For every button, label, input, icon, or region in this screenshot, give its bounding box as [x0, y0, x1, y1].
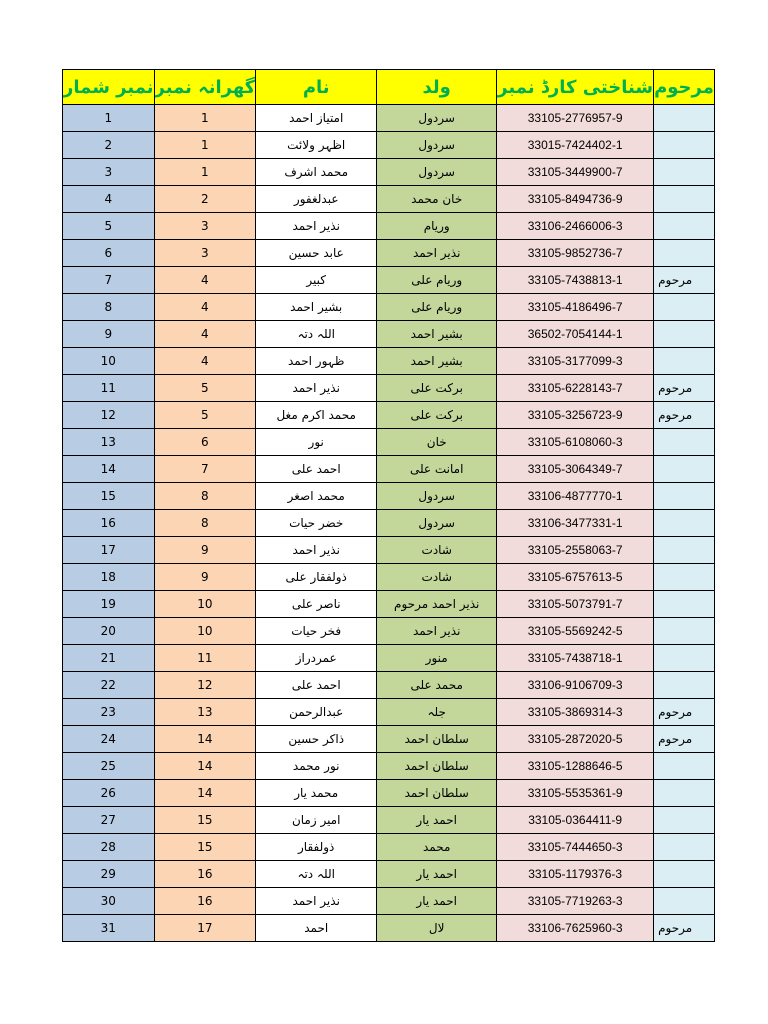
- serial-cell[interactable]: 6: [63, 240, 155, 267]
- table-row: [63, 105, 715, 132]
- family-number-cell[interactable]: 13: [154, 699, 256, 726]
- name-cell[interactable]: محمد اصغر: [256, 483, 377, 510]
- serial-cell[interactable]: 17: [63, 537, 155, 564]
- cnic-cell[interactable]: 33105-3256723-9: [497, 402, 654, 429]
- father-name-cell[interactable]: محمد: [377, 834, 497, 861]
- father-name-cell[interactable]: سلطان احمد: [377, 780, 497, 807]
- family-number-cell[interactable]: 12: [154, 672, 256, 699]
- father-name-cell[interactable]: وریام علی: [377, 267, 497, 294]
- serial-cell[interactable]: 9: [63, 321, 155, 348]
- serial-cell[interactable]: 20: [63, 618, 155, 645]
- deceased-cell[interactable]: [654, 672, 715, 699]
- name-cell[interactable]: محمد اشرف: [256, 159, 377, 186]
- deceased-cell[interactable]: [654, 510, 715, 537]
- serial-cell[interactable]: 2: [63, 132, 155, 159]
- table-row: [63, 888, 715, 915]
- cnic-cell[interactable]: 33105-5535361-9: [497, 780, 654, 807]
- table-row: [63, 186, 715, 213]
- deceased-cell[interactable]: [654, 105, 715, 132]
- father-name-cell[interactable]: برکت علی: [377, 375, 497, 402]
- father-name-cell[interactable]: نذیر احمد مرحوم: [377, 591, 497, 618]
- cnic-cell[interactable]: 33105-0364411-9: [497, 807, 654, 834]
- name-cell[interactable]: عابد حسین: [256, 240, 377, 267]
- header-cnic[interactable]: شناختی کارڈ نمبر: [497, 70, 654, 105]
- deceased-cell[interactable]: [654, 591, 715, 618]
- family-number-cell[interactable]: 8: [154, 483, 256, 510]
- father-name-cell[interactable]: خان محمد: [377, 186, 497, 213]
- name-cell[interactable]: احمد علی: [256, 672, 377, 699]
- table-row: [63, 564, 715, 591]
- name-cell[interactable]: نور: [256, 429, 377, 456]
- table-row: [63, 456, 715, 483]
- family-number-cell[interactable]: 1: [154, 159, 256, 186]
- table-row: [63, 510, 715, 537]
- name-cell[interactable]: خضر حیات: [256, 510, 377, 537]
- cnic-cell[interactable]: 33105-1288646-5: [497, 753, 654, 780]
- name-cell[interactable]: امتیاز احمد: [256, 105, 377, 132]
- cnic-cell[interactable]: 33105-3869314-3: [497, 699, 654, 726]
- serial-cell[interactable]: 24: [63, 726, 155, 753]
- family-number-cell[interactable]: 7: [154, 456, 256, 483]
- table-body: [63, 105, 715, 942]
- cnic-cell[interactable]: 33015-7424402-1: [497, 132, 654, 159]
- serial-cell[interactable]: 23: [63, 699, 155, 726]
- family-number-cell[interactable]: 9: [154, 537, 256, 564]
- deceased-cell[interactable]: [654, 618, 715, 645]
- name-cell[interactable]: کبیر: [256, 267, 377, 294]
- header-deceased[interactable]: مرحوم: [654, 70, 715, 105]
- family-number-cell[interactable]: 6: [154, 429, 256, 456]
- cnic-cell[interactable]: 33105-5073791-7: [497, 591, 654, 618]
- deceased-cell[interactable]: [654, 807, 715, 834]
- table-row: [63, 861, 715, 888]
- serial-cell[interactable]: 11: [63, 375, 155, 402]
- table-row: [63, 402, 715, 429]
- family-number-cell[interactable]: 15: [154, 834, 256, 861]
- family-number-cell[interactable]: 1: [154, 132, 256, 159]
- cnic-cell[interactable]: 33105-3449900-7: [497, 159, 654, 186]
- deceased-cell[interactable]: [654, 321, 715, 348]
- name-cell[interactable]: نذیر احمد: [256, 537, 377, 564]
- table-row: [63, 915, 715, 942]
- name-cell[interactable]: ذاکر حسین: [256, 726, 377, 753]
- family-number-cell[interactable]: 4: [154, 348, 256, 375]
- name-cell[interactable]: ظہور احمد: [256, 348, 377, 375]
- deceased-cell[interactable]: [654, 213, 715, 240]
- father-name-cell[interactable]: وریام: [377, 213, 497, 240]
- serial-cell[interactable]: 16: [63, 510, 155, 537]
- family-number-cell[interactable]: 4: [154, 267, 256, 294]
- table-row: [63, 807, 715, 834]
- cnic-cell[interactable]: 33105-6228143-7: [497, 375, 654, 402]
- name-cell[interactable]: عبدلغفور: [256, 186, 377, 213]
- serial-cell[interactable]: 7: [63, 267, 155, 294]
- table-row: [63, 240, 715, 267]
- deceased-cell[interactable]: [654, 861, 715, 888]
- father-name-cell[interactable]: لال: [377, 915, 497, 942]
- cnic-cell[interactable]: 33106-9106709-3: [497, 672, 654, 699]
- deceased-cell[interactable]: [654, 888, 715, 915]
- father-name-cell[interactable]: خان: [377, 429, 497, 456]
- name-cell[interactable]: فخر حیات: [256, 618, 377, 645]
- father-name-cell[interactable]: برکت علی: [377, 402, 497, 429]
- table-row: [63, 213, 715, 240]
- serial-cell[interactable]: 22: [63, 672, 155, 699]
- deceased-cell[interactable]: [654, 645, 715, 672]
- family-number-cell[interactable]: 1: [154, 105, 256, 132]
- name-cell[interactable]: ذولفقار: [256, 834, 377, 861]
- name-cell[interactable]: بشیر احمد: [256, 294, 377, 321]
- residents-table: [62, 69, 715, 942]
- cnic-cell[interactable]: 33105-7438813-1: [497, 267, 654, 294]
- deceased-cell[interactable]: مرحوم: [654, 402, 715, 429]
- name-cell[interactable]: نذیر احمد: [256, 375, 377, 402]
- family-number-cell[interactable]: 14: [154, 753, 256, 780]
- deceased-cell[interactable]: [654, 186, 715, 213]
- family-number-cell[interactable]: 14: [154, 780, 256, 807]
- cnic-cell[interactable]: 33106-3477331-1: [497, 510, 654, 537]
- father-name-cell[interactable]: سردول: [377, 132, 497, 159]
- father-name-cell[interactable]: شادت: [377, 537, 497, 564]
- cnic-cell[interactable]: 33106-4877770-1: [497, 483, 654, 510]
- serial-cell[interactable]: 1: [63, 105, 155, 132]
- cnic-cell[interactable]: 33105-3177099-3: [497, 348, 654, 375]
- cnic-cell[interactable]: 33105-2872020-5: [497, 726, 654, 753]
- family-number-cell[interactable]: 5: [154, 375, 256, 402]
- table-row: [63, 429, 715, 456]
- family-number-cell[interactable]: 11: [154, 645, 256, 672]
- father-name-cell[interactable]: سردول: [377, 510, 497, 537]
- deceased-cell[interactable]: [654, 348, 715, 375]
- table-row: [63, 159, 715, 186]
- table-row: [63, 321, 715, 348]
- serial-cell[interactable]: 10: [63, 348, 155, 375]
- deceased-cell[interactable]: مرحوم: [654, 267, 715, 294]
- table-row: [63, 645, 715, 672]
- cnic-cell[interactable]: 33105-5569242-5: [497, 618, 654, 645]
- cnic-cell[interactable]: 33105-9852736-7: [497, 240, 654, 267]
- family-number-cell[interactable]: 2: [154, 186, 256, 213]
- cnic-cell[interactable]: 33105-6757613-5: [497, 564, 654, 591]
- header-name[interactable]: نام: [256, 70, 377, 105]
- cnic-cell[interactable]: 33106-7625960-3: [497, 915, 654, 942]
- name-cell[interactable]: محمد اکرم مغل: [256, 402, 377, 429]
- serial-cell[interactable]: 27: [63, 807, 155, 834]
- cnic-cell[interactable]: 33106-2466006-3: [497, 213, 654, 240]
- family-number-cell[interactable]: 14: [154, 726, 256, 753]
- serial-cell[interactable]: 25: [63, 753, 155, 780]
- father-name-cell[interactable]: سردول: [377, 159, 497, 186]
- name-cell[interactable]: اظہر ولائت: [256, 132, 377, 159]
- serial-cell[interactable]: 13: [63, 429, 155, 456]
- serial-cell[interactable]: 26: [63, 780, 155, 807]
- family-number-cell[interactable]: 9: [154, 564, 256, 591]
- header-serial-number[interactable]: نمبر شمار: [63, 70, 155, 105]
- cnic-cell[interactable]: 33105-4186496-7: [497, 294, 654, 321]
- cnic-cell[interactable]: 33105-7444650-3: [497, 834, 654, 861]
- table-row: [63, 753, 715, 780]
- father-name-cell[interactable]: بشیر احمد: [377, 321, 497, 348]
- father-name-cell[interactable]: سلطان احمد: [377, 726, 497, 753]
- deceased-cell[interactable]: [654, 132, 715, 159]
- serial-cell[interactable]: 31: [63, 915, 155, 942]
- family-number-cell[interactable]: 10: [154, 591, 256, 618]
- serial-cell[interactable]: 12: [63, 402, 155, 429]
- father-name-cell[interactable]: جلہ: [377, 699, 497, 726]
- father-name-cell[interactable]: شادت: [377, 564, 497, 591]
- name-cell[interactable]: اللہ دتہ: [256, 861, 377, 888]
- father-name-cell[interactable]: احمد یار: [377, 807, 497, 834]
- family-number-cell[interactable]: 16: [154, 861, 256, 888]
- cnic-cell[interactable]: 33105-1179376-3: [497, 861, 654, 888]
- cnic-cell[interactable]: 33105-7719263-3: [497, 888, 654, 915]
- deceased-cell[interactable]: مرحوم: [654, 915, 715, 942]
- header-row: [63, 70, 715, 105]
- father-name-cell[interactable]: احمد یار: [377, 888, 497, 915]
- name-cell[interactable]: نور محمد: [256, 753, 377, 780]
- serial-cell[interactable]: 30: [63, 888, 155, 915]
- name-cell[interactable]: احمد علی: [256, 456, 377, 483]
- family-number-cell[interactable]: 4: [154, 294, 256, 321]
- family-number-cell[interactable]: 3: [154, 213, 256, 240]
- table-row: [63, 294, 715, 321]
- father-name-cell[interactable]: محمد علی: [377, 672, 497, 699]
- table-row: [63, 591, 715, 618]
- table-row: [63, 726, 715, 753]
- deceased-cell[interactable]: [654, 159, 715, 186]
- father-name-cell[interactable]: امانت علی: [377, 456, 497, 483]
- father-name-cell[interactable]: بشیر احمد: [377, 348, 497, 375]
- table-row: [63, 618, 715, 645]
- deceased-cell[interactable]: مرحوم: [654, 375, 715, 402]
- cnic-cell[interactable]: 33105-2776957-9: [497, 105, 654, 132]
- family-number-cell[interactable]: 17: [154, 915, 256, 942]
- family-number-cell[interactable]: 8: [154, 510, 256, 537]
- deceased-cell[interactable]: [654, 240, 715, 267]
- deceased-cell[interactable]: [654, 294, 715, 321]
- name-cell[interactable]: امیر زمان: [256, 807, 377, 834]
- table-row: [63, 132, 715, 159]
- serial-cell[interactable]: 14: [63, 456, 155, 483]
- name-cell[interactable]: ذولفقار علی: [256, 564, 377, 591]
- header-family-number[interactable]: گھرانہ نمبر: [154, 70, 256, 105]
- cnic-cell[interactable]: 33105-8494736-9: [497, 186, 654, 213]
- header-father-name[interactable]: ولد: [377, 70, 497, 105]
- table-row: [63, 267, 715, 294]
- deceased-cell[interactable]: [654, 429, 715, 456]
- name-cell[interactable]: نذیر احمد: [256, 888, 377, 915]
- serial-cell[interactable]: 5: [63, 213, 155, 240]
- table-row: [63, 834, 715, 861]
- name-cell[interactable]: نذیر احمد: [256, 213, 377, 240]
- name-cell[interactable]: ناصر علی: [256, 591, 377, 618]
- serial-cell[interactable]: 28: [63, 834, 155, 861]
- table-row: [63, 780, 715, 807]
- name-cell[interactable]: اللہ دتہ: [256, 321, 377, 348]
- cnic-cell[interactable]: 33105-3064349-7: [497, 456, 654, 483]
- deceased-cell[interactable]: [654, 483, 715, 510]
- family-number-cell[interactable]: 5: [154, 402, 256, 429]
- father-name-cell[interactable]: نذیر احمد: [377, 618, 497, 645]
- table-row: [63, 699, 715, 726]
- father-name-cell[interactable]: منور: [377, 645, 497, 672]
- name-cell[interactable]: محمد یار: [256, 780, 377, 807]
- deceased-cell[interactable]: [654, 456, 715, 483]
- father-name-cell[interactable]: سردول: [377, 105, 497, 132]
- family-number-cell[interactable]: 3: [154, 240, 256, 267]
- table-row: [63, 375, 715, 402]
- table-row: [63, 483, 715, 510]
- cnic-cell[interactable]: 33105-7438718-1: [497, 645, 654, 672]
- father-name-cell[interactable]: سلطان احمد: [377, 753, 497, 780]
- name-cell[interactable]: احمد: [256, 915, 377, 942]
- family-number-cell[interactable]: 10: [154, 618, 256, 645]
- serial-cell[interactable]: 29: [63, 861, 155, 888]
- serial-cell[interactable]: 4: [63, 186, 155, 213]
- father-name-cell[interactable]: سردول: [377, 483, 497, 510]
- family-number-cell[interactable]: 4: [154, 321, 256, 348]
- name-cell[interactable]: عمردراز: [256, 645, 377, 672]
- deceased-cell[interactable]: مرحوم: [654, 726, 715, 753]
- father-name-cell[interactable]: نذیر احمد: [377, 240, 497, 267]
- serial-cell[interactable]: 19: [63, 591, 155, 618]
- deceased-cell[interactable]: [654, 537, 715, 564]
- serial-cell[interactable]: 8: [63, 294, 155, 321]
- table-row: [63, 672, 715, 699]
- family-number-cell[interactable]: 16: [154, 888, 256, 915]
- table-row: [63, 348, 715, 375]
- cnic-cell[interactable]: 33105-6108060-3: [497, 429, 654, 456]
- deceased-cell[interactable]: [654, 753, 715, 780]
- serial-cell[interactable]: 21: [63, 645, 155, 672]
- deceased-cell[interactable]: [654, 780, 715, 807]
- cnic-cell[interactable]: 33105-2558063-7: [497, 537, 654, 564]
- father-name-cell[interactable]: وریام علی: [377, 294, 497, 321]
- serial-cell[interactable]: 18: [63, 564, 155, 591]
- serial-cell[interactable]: 15: [63, 483, 155, 510]
- deceased-cell[interactable]: مرحوم: [654, 699, 715, 726]
- cnic-cell[interactable]: 36502-7054144-1: [497, 321, 654, 348]
- deceased-cell[interactable]: [654, 834, 715, 861]
- table-row: [63, 537, 715, 564]
- father-name-cell[interactable]: احمد یار: [377, 861, 497, 888]
- deceased-cell[interactable]: [654, 564, 715, 591]
- family-number-cell[interactable]: 15: [154, 807, 256, 834]
- name-cell[interactable]: عبدالرحمن: [256, 699, 377, 726]
- serial-cell[interactable]: 3: [63, 159, 155, 186]
